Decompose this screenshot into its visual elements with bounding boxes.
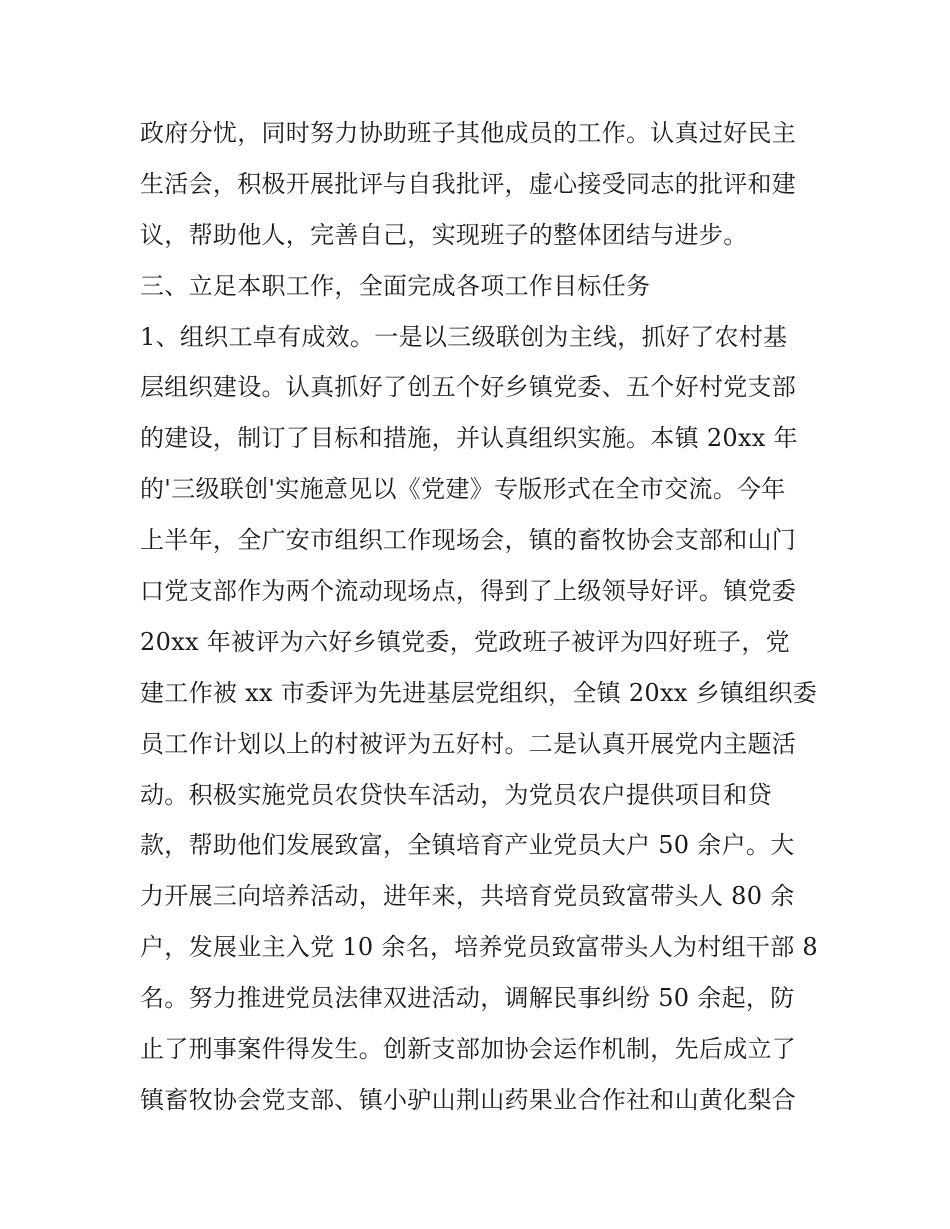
text-line-15: 款，帮助他们发展致富，全镇培育产业党员大户 50 余户。大 — [140, 831, 795, 860]
text-line-5: 1、组织工卓有成效。一是以三级联创为主线，抓好了农村基 — [140, 322, 788, 351]
text-line-14: 动。积极实施党员农贷快车活动，为党员农户提供项目和贷 — [140, 780, 772, 809]
text-line-8: 的'三级联创'实施意见以《党建》专版形式在全市交流。今年 — [140, 475, 786, 504]
text-line-7: 的建设，制订了目标和措施，并认真组织实施。本镇 20xx 年 — [140, 424, 798, 453]
text-line-13: 员工作计划以上的村被评为五好村。二是认真开展党内主题活 — [140, 729, 797, 758]
text-line-17: 户，发展业主入党 10 余名，培养党员致富带头人为村组干部 8 — [140, 933, 818, 962]
text-line-19: 止了刑事案件得发生。创新支部加协会运作机制，先后成立了 — [140, 1035, 797, 1064]
text-line-18: 名。努力推进党员法律双进活动，调解民事纠纷 50 余起，防 — [140, 984, 795, 1013]
text-line-1: 政府分忧，同时努力协助班子其他成员的工作。认真过好民主 — [140, 119, 797, 147]
text-line-16: 力开展三向培养活动，进年来，共培育党员致富带头人 80 余 — [140, 882, 795, 911]
section-heading: 三、立足本职工作，全面完成各项工作目标任务 — [140, 271, 651, 300]
text-line-11: 20xx 年被评为六好乡镇党委，党政班子被评为四好班子，党 — [140, 627, 790, 656]
text-line-12: 建工作被 xx 市委评为先进基层党组织，全镇 20xx 乡镇组织委 — [140, 678, 818, 707]
text-line-20: 镇畜牧协会党支部、镇小驴山荆山药果业合作社和山黄化梨合 — [140, 1085, 797, 1114]
text-line-9: 上半年，全广安市组织工作现场会，镇的畜牧协会支部和山门 — [140, 526, 797, 555]
text-line-2: 生活会，积极开展批评与自我批评，虚心接受同志的批评和建 — [140, 169, 797, 198]
text-line-10: 口党支部作为两个流动现场点，得到了上级领导好评。镇党委 — [140, 577, 797, 606]
body-text — [140, 108, 820, 1126]
text-line-6: 层组织建设。认真抓好了创五个好乡镇党委、五个好村党支部 — [140, 373, 797, 402]
text-line-3: 议，帮助他人，完善自己，实现班子的整体团结与进步。 — [140, 220, 748, 249]
